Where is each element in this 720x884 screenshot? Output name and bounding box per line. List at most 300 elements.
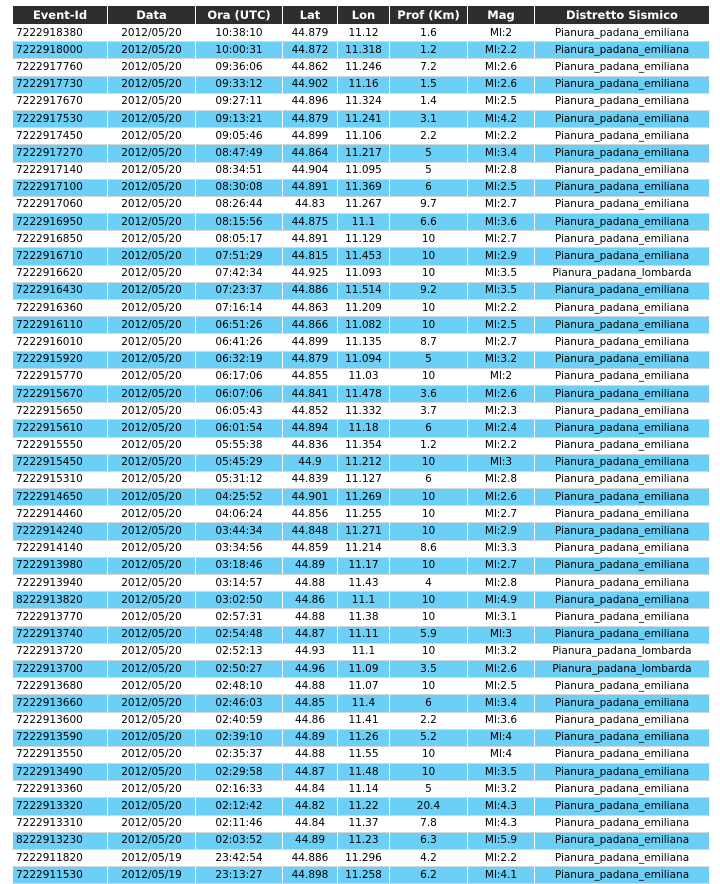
cell-event-id: 7222913490 (13, 764, 108, 781)
table-row (13, 540, 710, 557)
cell-ora-utc: 06:51:26 (196, 317, 283, 334)
cell-event-id: 7222916010 (13, 334, 108, 351)
cell-event-id: 7222916430 (13, 282, 108, 299)
cell-event-id: 7222913720 (13, 643, 108, 660)
cell-distretto-sismico: Pianura_padana_emiliana (535, 764, 710, 781)
cell-lon: 11.258 (338, 867, 390, 884)
cell-mag: Ml:2.2 (468, 300, 535, 317)
cell-mag: Ml:2.8 (468, 162, 535, 179)
cell-prof-km: 3.6 (390, 385, 468, 402)
cell-mag: Ml:2.2 (468, 42, 535, 59)
cell-lat: 44.841 (283, 385, 338, 402)
cell-prof-km: 10 (390, 609, 468, 626)
cell-lat: 44.86 (283, 712, 338, 729)
cell-lon: 11.514 (338, 282, 390, 299)
cell-distretto-sismico: Pianura_padana_emiliana (535, 832, 710, 849)
cell-lat: 44.852 (283, 403, 338, 420)
table-row (13, 764, 710, 781)
table-row (13, 25, 710, 42)
cell-lon: 11.18 (338, 420, 390, 437)
cell-data: 2012/05/20 (108, 781, 196, 798)
cell-prof-km: 9.2 (390, 282, 468, 299)
cell-prof-km: 1.6 (390, 25, 468, 42)
cell-distretto-sismico: Pianura_padana_emiliana (535, 815, 710, 832)
cell-lat: 44.904 (283, 162, 338, 179)
table-row (13, 609, 710, 626)
cell-prof-km: 1.4 (390, 93, 468, 110)
table-row (13, 575, 710, 592)
cell-lon: 11.48 (338, 764, 390, 781)
cell-ora-utc: 03:34:56 (196, 540, 283, 557)
cell-ora-utc: 07:16:14 (196, 300, 283, 317)
cell-lon: 11.095 (338, 162, 390, 179)
cell-prof-km: 8.7 (390, 334, 468, 351)
cell-lon: 11.38 (338, 609, 390, 626)
cell-ora-utc: 02:39:10 (196, 729, 283, 746)
table-row (13, 867, 710, 884)
cell-ora-utc: 09:05:46 (196, 128, 283, 145)
cell-distretto-sismico: Pianura_padana_emiliana (535, 145, 710, 162)
cell-mag: Ml:2 (468, 368, 535, 385)
table-row (13, 93, 710, 110)
cell-lat: 44.898 (283, 867, 338, 884)
cell-ora-utc: 06:05:43 (196, 403, 283, 420)
cell-distretto-sismico: Pianura_padana_lombarda (535, 643, 710, 660)
cell-prof-km: 10 (390, 506, 468, 523)
table-row (13, 695, 710, 712)
cell-lat: 44.859 (283, 540, 338, 557)
cell-prof-km: 6 (390, 695, 468, 712)
cell-mag: Ml:4 (468, 746, 535, 763)
cell-event-id: 7222917140 (13, 162, 108, 179)
cell-data: 2012/05/20 (108, 334, 196, 351)
cell-lon: 11.41 (338, 712, 390, 729)
cell-event-id: 7222913660 (13, 695, 108, 712)
cell-ora-utc: 07:51:29 (196, 248, 283, 265)
cell-distretto-sismico: Pianura_padana_emiliana (535, 626, 710, 643)
cell-mag: Ml:3.5 (468, 764, 535, 781)
cell-mag: Ml:2.3 (468, 403, 535, 420)
cell-ora-utc: 02:35:37 (196, 746, 283, 763)
cell-lat: 44.879 (283, 110, 338, 127)
cell-lat: 44.9 (283, 454, 338, 471)
cell-data: 2012/05/20 (108, 59, 196, 76)
table-row (13, 592, 710, 609)
table-row (13, 489, 710, 506)
cell-mag: Ml:2.8 (468, 575, 535, 592)
cell-event-id: 7222913600 (13, 712, 108, 729)
cell-lat: 44.85 (283, 695, 338, 712)
cell-distretto-sismico: Pianura_padana_emiliana (535, 282, 710, 299)
cell-event-id: 7222915550 (13, 437, 108, 454)
cell-mag: Ml:3 (468, 626, 535, 643)
cell-lon: 11.17 (338, 557, 390, 574)
cell-lon: 11.129 (338, 231, 390, 248)
cell-ora-utc: 06:32:19 (196, 351, 283, 368)
cell-lat: 44.86 (283, 592, 338, 609)
cell-distretto-sismico: Pianura_padana_emiliana (535, 729, 710, 746)
cell-distretto-sismico: Pianura_padana_emiliana (535, 196, 710, 213)
cell-distretto-sismico: Pianura_padana_emiliana (535, 678, 710, 695)
table-row (13, 557, 710, 574)
cell-event-id: 7222915770 (13, 368, 108, 385)
cell-event-id: 7222913590 (13, 729, 108, 746)
cell-prof-km: 5 (390, 781, 468, 798)
cell-lat: 44.87 (283, 764, 338, 781)
cell-lon: 11.16 (338, 76, 390, 93)
cell-data: 2012/05/20 (108, 557, 196, 574)
header-row (13, 6, 710, 25)
cell-distretto-sismico: Pianura_padana_emiliana (535, 248, 710, 265)
cell-mag: Ml:3.2 (468, 781, 535, 798)
cell-ora-utc: 03:02:50 (196, 592, 283, 609)
cell-event-id: 7222915650 (13, 403, 108, 420)
cell-mag: Ml:2.6 (468, 76, 535, 93)
cell-mag: Ml:2.7 (468, 557, 535, 574)
cell-prof-km: 10 (390, 265, 468, 282)
cell-data: 2012/05/20 (108, 403, 196, 420)
cell-lat: 44.894 (283, 420, 338, 437)
cell-ora-utc: 02:12:42 (196, 798, 283, 815)
cell-data: 2012/05/20 (108, 660, 196, 677)
cell-ora-utc: 02:11:46 (196, 815, 283, 832)
cell-distretto-sismico: Pianura_padana_emiliana (535, 25, 710, 42)
cell-lat: 44.89 (283, 557, 338, 574)
table-row (13, 643, 710, 660)
table-row (13, 523, 710, 540)
cell-lat: 44.836 (283, 437, 338, 454)
cell-mag: Ml:2.5 (468, 678, 535, 695)
cell-prof-km: 4 (390, 575, 468, 592)
cell-prof-km: 6 (390, 420, 468, 437)
table-row (13, 403, 710, 420)
cell-ora-utc: 08:34:51 (196, 162, 283, 179)
cell-lat: 44.88 (283, 746, 338, 763)
cell-lat: 44.88 (283, 575, 338, 592)
cell-ora-utc: 05:55:38 (196, 437, 283, 454)
cell-lon: 11.26 (338, 729, 390, 746)
cell-lat: 44.863 (283, 300, 338, 317)
cell-ora-utc: 23:42:54 (196, 850, 283, 867)
cell-distretto-sismico: Pianura_padana_emiliana (535, 695, 710, 712)
cell-prof-km: 20.4 (390, 798, 468, 815)
cell-event-id: 7222918000 (13, 42, 108, 59)
cell-ora-utc: 07:42:34 (196, 265, 283, 282)
cell-mag: Ml:2.6 (468, 489, 535, 506)
cell-event-id: 7222916850 (13, 231, 108, 248)
cell-distretto-sismico: Pianura_padana_emiliana (535, 798, 710, 815)
cell-data: 2012/05/20 (108, 368, 196, 385)
cell-data: 2012/05/20 (108, 609, 196, 626)
cell-distretto-sismico: Pianura_padana_emiliana (535, 471, 710, 488)
cell-ora-utc: 10:00:31 (196, 42, 283, 59)
cell-distretto-sismico: Pianura_padana_emiliana (535, 592, 710, 609)
cell-event-id: 8222913230 (13, 832, 108, 849)
cell-distretto-sismico: Pianura_padana_emiliana (535, 351, 710, 368)
cell-lon: 11.03 (338, 368, 390, 385)
cell-lon: 11.1 (338, 214, 390, 231)
cell-lon: 11.09 (338, 660, 390, 677)
cell-event-id: 7222915450 (13, 454, 108, 471)
cell-event-id: 7222913940 (13, 575, 108, 592)
cell-data: 2012/05/20 (108, 592, 196, 609)
cell-data: 2012/05/20 (108, 317, 196, 334)
cell-prof-km: 4.2 (390, 850, 468, 867)
cell-event-id: 7222913740 (13, 626, 108, 643)
cell-mag: Ml:2.8 (468, 471, 535, 488)
cell-lat: 44.896 (283, 93, 338, 110)
cell-mag: Ml:2.9 (468, 248, 535, 265)
column-header-lon: Lon (338, 6, 390, 25)
table-row (13, 850, 710, 867)
cell-lat: 44.899 (283, 334, 338, 351)
cell-data: 2012/05/20 (108, 832, 196, 849)
cell-mag: Ml:3.6 (468, 712, 535, 729)
cell-mag: Ml:3.5 (468, 282, 535, 299)
cell-prof-km: 6.3 (390, 832, 468, 849)
earthquake-table (12, 5, 710, 884)
cell-lon: 11.324 (338, 93, 390, 110)
cell-ora-utc: 08:26:44 (196, 196, 283, 213)
cell-event-id: 7222917670 (13, 93, 108, 110)
cell-lon: 11.106 (338, 128, 390, 145)
cell-event-id: 7222917100 (13, 179, 108, 196)
cell-lon: 11.22 (338, 798, 390, 815)
cell-prof-km: 6.6 (390, 214, 468, 231)
cell-ora-utc: 04:06:24 (196, 506, 283, 523)
cell-ora-utc: 06:41:26 (196, 334, 283, 351)
cell-data: 2012/05/20 (108, 351, 196, 368)
table-row (13, 59, 710, 76)
cell-mag: Ml:3.4 (468, 695, 535, 712)
cell-lon: 11.267 (338, 196, 390, 213)
cell-prof-km: 1.2 (390, 437, 468, 454)
table-row (13, 196, 710, 213)
cell-event-id: 7222917760 (13, 59, 108, 76)
cell-lat: 44.89 (283, 729, 338, 746)
cell-ora-utc: 02:57:31 (196, 609, 283, 626)
cell-lat: 44.87 (283, 626, 338, 643)
cell-data: 2012/05/20 (108, 110, 196, 127)
cell-lon: 11.55 (338, 746, 390, 763)
cell-lon: 11.271 (338, 523, 390, 540)
cell-prof-km: 2.2 (390, 712, 468, 729)
cell-distretto-sismico: Pianura_padana_emiliana (535, 540, 710, 557)
cell-data: 2012/05/20 (108, 729, 196, 746)
cell-distretto-sismico: Pianura_padana_emiliana (535, 506, 710, 523)
table-row (13, 368, 710, 385)
cell-ora-utc: 09:13:21 (196, 110, 283, 127)
cell-data: 2012/05/20 (108, 248, 196, 265)
table-header (13, 6, 710, 25)
cell-mag: Ml:5.9 (468, 832, 535, 849)
cell-lon: 11.094 (338, 351, 390, 368)
cell-event-id: 7222917450 (13, 128, 108, 145)
cell-mag: Ml:2.2 (468, 437, 535, 454)
cell-event-id: 7222916710 (13, 248, 108, 265)
cell-ora-utc: 06:01:54 (196, 420, 283, 437)
cell-event-id: 7222914460 (13, 506, 108, 523)
cell-prof-km: 6 (390, 471, 468, 488)
cell-event-id: 7222915610 (13, 420, 108, 437)
cell-distretto-sismico: Pianura_padana_lombarda (535, 660, 710, 677)
cell-data: 2012/05/20 (108, 523, 196, 540)
cell-prof-km: 1.2 (390, 42, 468, 59)
table-row (13, 179, 710, 196)
cell-data: 2012/05/20 (108, 575, 196, 592)
cell-prof-km: 5 (390, 162, 468, 179)
cell-mag: Ml:2.9 (468, 523, 535, 540)
cell-lat: 44.886 (283, 282, 338, 299)
cell-data: 2012/05/20 (108, 695, 196, 712)
cell-lon: 11.246 (338, 59, 390, 76)
cell-distretto-sismico: Pianura_padana_emiliana (535, 110, 710, 127)
cell-lat: 44.84 (283, 815, 338, 832)
cell-prof-km: 6.2 (390, 867, 468, 884)
cell-mag: Ml:2.7 (468, 231, 535, 248)
table-row (13, 351, 710, 368)
cell-lon: 11.217 (338, 145, 390, 162)
cell-data: 2012/05/20 (108, 643, 196, 660)
cell-lon: 11.37 (338, 815, 390, 832)
cell-ora-utc: 03:18:46 (196, 557, 283, 574)
cell-distretto-sismico: Pianura_padana_emiliana (535, 300, 710, 317)
cell-event-id: 7222911530 (13, 867, 108, 884)
cell-lon: 11.43 (338, 575, 390, 592)
table-row (13, 437, 710, 454)
cell-event-id: 7222913980 (13, 557, 108, 574)
table-row (13, 798, 710, 815)
table-row (13, 42, 710, 59)
cell-lon: 11.209 (338, 300, 390, 317)
cell-distretto-sismico: Pianura_padana_emiliana (535, 59, 710, 76)
cell-lon: 11.478 (338, 385, 390, 402)
cell-lon: 11.318 (338, 42, 390, 59)
cell-data: 2012/05/20 (108, 540, 196, 557)
column-header-lat: Lat (283, 6, 338, 25)
cell-ora-utc: 06:17:06 (196, 368, 283, 385)
cell-lon: 11.354 (338, 437, 390, 454)
cell-distretto-sismico: Pianura_padana_emiliana (535, 317, 710, 334)
table-row (13, 248, 710, 265)
cell-data: 2012/05/20 (108, 300, 196, 317)
cell-mag: Ml:2.6 (468, 59, 535, 76)
cell-lat: 44.862 (283, 59, 338, 76)
table-row (13, 832, 710, 849)
cell-lat: 44.864 (283, 145, 338, 162)
cell-prof-km: 8.6 (390, 540, 468, 557)
cell-event-id: 7222915670 (13, 385, 108, 402)
cell-event-id: 7222913770 (13, 609, 108, 626)
cell-ora-utc: 10:38:10 (196, 25, 283, 42)
cell-mag: Ml:3.6 (468, 214, 535, 231)
table-row (13, 420, 710, 437)
cell-lat: 44.891 (283, 231, 338, 248)
cell-distretto-sismico: Pianura_padana_emiliana (535, 128, 710, 145)
cell-ora-utc: 02:29:58 (196, 764, 283, 781)
cell-data: 2012/05/20 (108, 179, 196, 196)
cell-prof-km: 10 (390, 489, 468, 506)
cell-prof-km: 10 (390, 368, 468, 385)
table-row (13, 729, 710, 746)
cell-distretto-sismico: Pianura_padana_emiliana (535, 214, 710, 231)
cell-mag: Ml:3.2 (468, 351, 535, 368)
cell-event-id: 7222913680 (13, 678, 108, 695)
table-row (13, 145, 710, 162)
cell-data: 2012/05/20 (108, 214, 196, 231)
cell-distretto-sismico: Pianura_padana_emiliana (535, 162, 710, 179)
cell-data: 2012/05/20 (108, 93, 196, 110)
cell-distretto-sismico: Pianura_padana_emiliana (535, 76, 710, 93)
cell-data: 2012/05/20 (108, 746, 196, 763)
cell-lat: 44.82 (283, 798, 338, 815)
cell-mag: Ml:4.3 (468, 815, 535, 832)
cell-distretto-sismico: Pianura_padana_emiliana (535, 575, 710, 592)
cell-event-id: 7222917730 (13, 76, 108, 93)
cell-lat: 44.872 (283, 42, 338, 59)
cell-distretto-sismico: Pianura_padana_emiliana (535, 867, 710, 884)
cell-lon: 11.214 (338, 540, 390, 557)
table-row (13, 815, 710, 832)
cell-ora-utc: 02:46:03 (196, 695, 283, 712)
cell-lon: 11.093 (338, 265, 390, 282)
cell-lon: 11.1 (338, 643, 390, 660)
cell-distretto-sismico: Pianura_padana_emiliana (535, 231, 710, 248)
cell-distretto-sismico: Pianura_padana_emiliana (535, 557, 710, 574)
cell-prof-km: 5.2 (390, 729, 468, 746)
cell-event-id: 7222915920 (13, 351, 108, 368)
cell-prof-km: 10 (390, 248, 468, 265)
cell-distretto-sismico: Pianura_padana_emiliana (535, 420, 710, 437)
table-row (13, 712, 710, 729)
cell-data: 2012/05/20 (108, 437, 196, 454)
cell-lat: 44.848 (283, 523, 338, 540)
cell-lat: 44.88 (283, 678, 338, 695)
cell-lat: 44.815 (283, 248, 338, 265)
cell-mag: Ml:2.7 (468, 506, 535, 523)
cell-ora-utc: 05:45:29 (196, 454, 283, 471)
cell-lon: 11.453 (338, 248, 390, 265)
cell-data: 2012/05/19 (108, 867, 196, 884)
cell-lat: 44.89 (283, 832, 338, 849)
cell-prof-km: 7.2 (390, 59, 468, 76)
cell-event-id: 7222917270 (13, 145, 108, 162)
cell-mag: Ml:4.9 (468, 592, 535, 609)
cell-ora-utc: 07:23:37 (196, 282, 283, 299)
cell-lon: 11.269 (338, 489, 390, 506)
cell-distretto-sismico: Pianura_padana_emiliana (535, 712, 710, 729)
table-row (13, 128, 710, 145)
cell-event-id: 7222916110 (13, 317, 108, 334)
table-row (13, 231, 710, 248)
cell-lat: 44.84 (283, 781, 338, 798)
cell-distretto-sismico: Pianura_padana_emiliana (535, 368, 710, 385)
cell-mag: Ml:3.3 (468, 540, 535, 557)
cell-mag: Ml:2.7 (468, 196, 535, 213)
cell-lat: 44.88 (283, 609, 338, 626)
cell-ora-utc: 02:48:10 (196, 678, 283, 695)
cell-mag: Ml:2.5 (468, 317, 535, 334)
cell-lon: 11.23 (338, 832, 390, 849)
cell-distretto-sismico: Pianura_padana_emiliana (535, 489, 710, 506)
cell-mag: Ml:4 (468, 729, 535, 746)
cell-prof-km: 10 (390, 764, 468, 781)
cell-distretto-sismico: Pianura_padana_emiliana (535, 179, 710, 196)
table-row (13, 162, 710, 179)
cell-data: 2012/05/20 (108, 489, 196, 506)
cell-distretto-sismico: Pianura_padana_emiliana (535, 609, 710, 626)
cell-ora-utc: 03:14:57 (196, 575, 283, 592)
